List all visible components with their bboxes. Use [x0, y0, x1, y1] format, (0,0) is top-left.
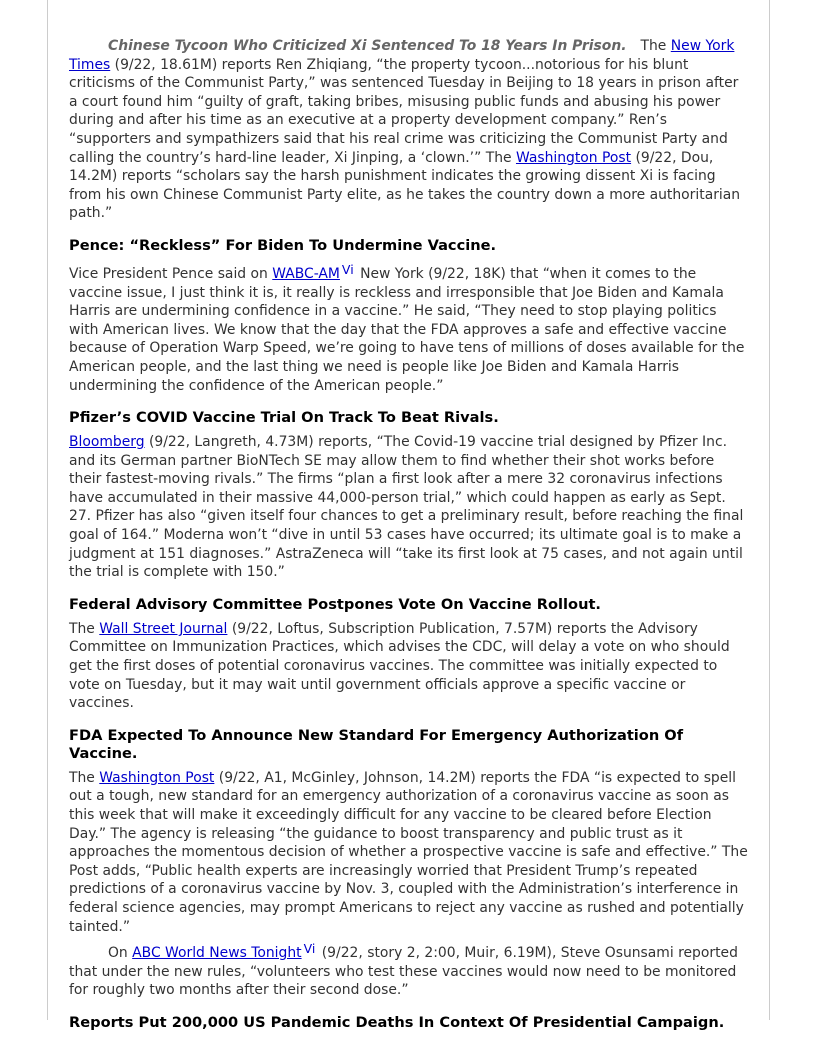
article-headline: Reports Put 200,000 US Pandemic Deaths In Context Of Presidential Campaign. — [69, 1013, 725, 1031]
article-headline: Federal Advisory Committee Postpones Vote On Vaccine Rollout. — [69, 595, 601, 613]
article-text: The — [69, 769, 100, 786]
article-fda-standard — [69, 769, 749, 936]
article-text: The — [69, 620, 100, 637]
article-text: (9/22, A1, McGinley, Johnson, 14.2M) reports the FDA “is expected to spell out a tough, new standard for an emergency authorization of a coronavirus vaccine as soon as this week that will make it exceedingly difficult for any vaccine to be cleared before Election Day.” The agency is releasing “the guidance to boost transparency and public trust as it approaches the momentous decision of whether a prospective vaccine is safe and effective.” The Post adds, “Public health experts are increasingly worried that President Trump’s repeated predictions of a coronavirus vaccine by Nov. 3, coupled with the Administration’s interference in federal science agencies, may prompt Americans to reject any vaccine as rushed and potentially tainted.” — [69, 769, 748, 935]
article-headline: FDA Expected To Announce New Standard For Emergency Authorization Of Vaccine. — [69, 726, 684, 762]
article-china-tycoon — [69, 37, 749, 223]
article-advisory-committee — [69, 620, 749, 713]
article-text: On — [108, 945, 133, 962]
article-text: (9/22, Langreth, 4.73M) reports, “The Covid-19 vaccine trial designed by Pfizer Inc. and its German partner BioNTech SE may allow them to find whether their shot works before their fastest-moving rivals.” The firms “plan a first look after a mere 32 coronavirus infections have accumulated in their massive 44,000-person trial,” which could happen as early as Sept. 27. Pfizer has also “given itself four chances to get a preliminary result, before reaching the final goal of 164.” Moderna won’t “dive in until 53 cases have occurred; its ultimate goal is to make a judgment at 151 diagnoses.” AstraZeneca will “take its first look at 75 cases, and not again until the trial is complete with 150.” — [69, 434, 744, 581]
article-headline: Chinese Tycoon Who Criticized Xi Sentenced To 18 Years In Prison. — [108, 38, 627, 54]
source-link-wabc-am[interactable]: WABC-AM — [272, 265, 340, 282]
article-pence-vaccine — [69, 261, 749, 395]
article-headline: Pence: “Reckless” For Biden To Undermine Vaccine. — [69, 236, 497, 254]
video-icon[interactable]: Vi — [341, 261, 354, 277]
article-pfizer-trial — [69, 433, 749, 582]
article-text: The — [640, 38, 671, 54]
source-link-washington-post[interactable]: Washington Post — [515, 149, 632, 166]
article-text: (9/22, story 2, 2:00, Muir, 6.19M), Steve Osunsami reported that under the new rules, “volunteers who test these vaccines would now need to be monitored for roughly two months after their second dose.” — [69, 945, 738, 999]
document-body — [69, 37, 749, 1038]
article-text: (9/22, Dou, 14.2M) reports “scholars say the harsh punishment indicates the growing dissent Xi is facing from his own Chinese Communist Party elite, as he takes the country down a more authoritarian path.” — [69, 149, 741, 222]
article-text: Vice President Pence said on — [69, 265, 273, 282]
article-text: New York (9/22, 18K) that “when it comes to the vaccine issue, I just think it is, it really is reckless and irresponsible that Joe Biden and Kamala Harris are undermining confidence in a vaccine.” He said, “They need to stop playing politics with American lives. We know that the day that the FDA approves a safe and effective vaccine because of Operation Warp Speed, we’re going to have tens of millions of doses available for the American people, and the last thing we need is people like Joe Biden and Kamala Harris undermining the confidence of the American people.” — [69, 265, 745, 394]
source-link-abc-world-news-tonight[interactable]: ABC World News Tonight — [132, 945, 302, 962]
video-icon[interactable]: Vi — [303, 941, 316, 957]
article-headline: Pfizer’s COVID Vaccine Trial On Track To Beat Rivals. — [69, 409, 499, 427]
source-link-washington-post[interactable]: Washington Post — [99, 769, 215, 786]
source-link-new-york-times[interactable]: New York Times — [69, 38, 735, 73]
article-text: (9/22, 18.61M) reports Ren Zhiqiang, “the property tycoon...notorious for his blunt criticisms of the Communist Party,” was sentenced Tuesday in Beijing to 18 years in prison after a court found him “guilty of graft, taking bribes, misusing public funds and abusing his power during and after his time as an executive at a property development company.” Ren’s “supporters and sympathizers said that his real crime was criticizing the Communist Party and calling the country’s hard-line leader, Xi Jinping, a ‘clown.’” The — [69, 56, 739, 166]
page — [47, 0, 770, 1031]
article-fda-standard-continued — [69, 940, 749, 1000]
article-text: (9/22, Loftus, Subscription Publication, 7.57M) reports the Advisory Committee on Immunization Practices, which advises the CDC, will delay a vote on who should get the first doses of potential coronavirus vaccines. The committee was initially expected to vote on Tuesday, but it may wait until government officials approve a specific vaccine or vaccines. — [69, 620, 730, 712]
source-link-bloomberg[interactable]: Bloomberg — [69, 434, 145, 451]
source-link-wall-street-journal[interactable]: Wall Street Journal — [99, 620, 228, 637]
